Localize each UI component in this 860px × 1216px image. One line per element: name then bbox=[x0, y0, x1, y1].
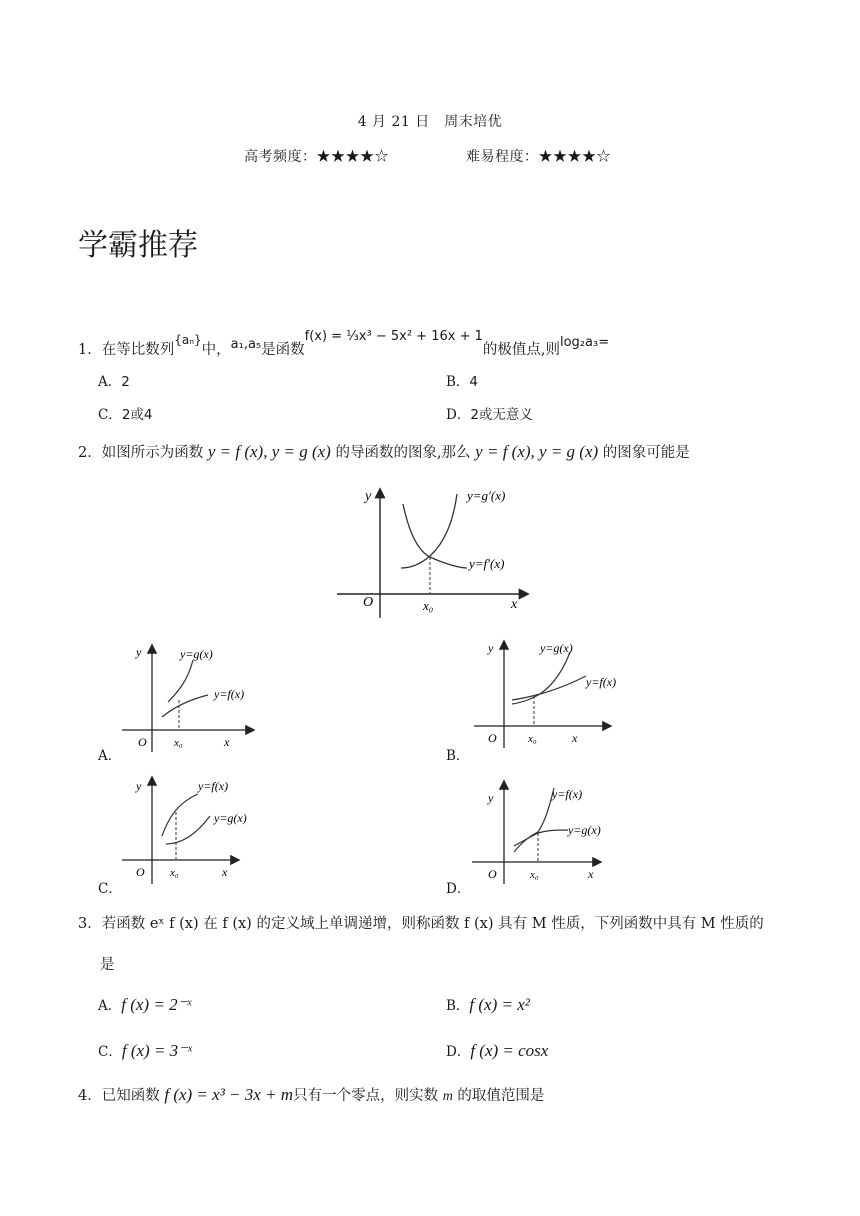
x-axis-label: x bbox=[511, 597, 518, 612]
option-a-graph bbox=[118, 640, 268, 755]
f-label: y=f(x) bbox=[214, 687, 245, 701]
axis-x: x bbox=[572, 731, 578, 745]
axis-x: x bbox=[224, 735, 230, 749]
q1-text-a: 在等比数列 bbox=[101, 342, 175, 358]
q3-option-a: A．f (x) = 2⁻ˣ bbox=[98, 995, 192, 1014]
option-d-graph bbox=[470, 776, 630, 886]
q1-sequence: {aₙ} bbox=[174, 333, 202, 347]
q2-option-a-label: A． bbox=[98, 748, 122, 764]
y-axis-label: y bbox=[365, 489, 372, 504]
x0-label: x₀ bbox=[423, 598, 434, 613]
question-number: 3． bbox=[78, 916, 102, 932]
axis-o: O bbox=[488, 731, 497, 745]
q1-text-c: 是函数 bbox=[261, 342, 305, 358]
q1-expression: log₂a₃= bbox=[559, 335, 610, 350]
g-prime-label: y=g′(x) bbox=[467, 488, 506, 503]
q1-option-c: C．2或4 bbox=[98, 407, 153, 423]
frequency-rating: 高考频度：★★★★☆ bbox=[244, 149, 389, 165]
q1-terms: a₁,a₅ bbox=[230, 337, 262, 352]
question-number: 1． bbox=[78, 342, 102, 358]
q4-text-c: 的取值范围是 bbox=[457, 1088, 545, 1104]
axis-x0: x₀ bbox=[170, 867, 179, 879]
question-4 bbox=[78, 1085, 544, 1107]
q4-text-a: 已知函数 bbox=[101, 1088, 160, 1104]
q2-text-a: 如图所示为函数 bbox=[101, 445, 204, 461]
question-2 bbox=[78, 442, 690, 463]
q3-option-c: C．f (x) = 3⁻ˣ bbox=[98, 1041, 192, 1060]
q2-option-c-label: C． bbox=[98, 881, 122, 897]
g-label: y=g(x) bbox=[540, 641, 573, 655]
g-label: y=g(x) bbox=[180, 647, 213, 661]
axis-y: y bbox=[488, 791, 494, 805]
q2-option-d-label: D． bbox=[446, 881, 471, 897]
g-label: y=g(x) bbox=[214, 811, 247, 825]
q2-text-c: 的图象可能是 bbox=[602, 445, 690, 461]
origin-label: O bbox=[363, 595, 374, 610]
axis-x: x bbox=[222, 865, 228, 879]
q2-option-b-label: B． bbox=[446, 748, 470, 764]
q3-line-1: 若函数 eˣ f (x) 在 f (x) 的定义域上单调递增，则称函数 f (x) 具有 M 性质，下列函数中具有 M 性质的 bbox=[101, 916, 764, 932]
q4-variable: m bbox=[442, 1089, 453, 1104]
axis-y: y bbox=[488, 641, 494, 655]
question-number: 2． bbox=[78, 445, 102, 461]
question-1 bbox=[78, 326, 609, 360]
q2-functions-2: y = f (x), y = g (x) bbox=[475, 442, 599, 461]
q4-text-b: 只有一个零点，则实数 bbox=[293, 1088, 439, 1104]
question-number: 4． bbox=[78, 1088, 102, 1104]
q1-text-d: 的极值点,则 bbox=[482, 342, 560, 358]
q1-option-b: B．4 bbox=[446, 374, 479, 390]
difficulty-rating: 难易程度：★★★★☆ bbox=[466, 149, 611, 165]
g-label: y=g(x) bbox=[568, 823, 601, 837]
section-title: 学霸推荐 bbox=[78, 228, 198, 263]
q1-option-d: D．2或无意义 bbox=[446, 407, 533, 423]
f-label: y=f(x) bbox=[198, 779, 229, 793]
f-prime-label: y=f′(x) bbox=[469, 556, 505, 571]
axis-x0: x₀ bbox=[174, 737, 183, 749]
f-label: y=f(x) bbox=[586, 675, 617, 689]
option-b-graph bbox=[470, 636, 630, 751]
q2-functions-1: y = f (x), y = g (x) bbox=[207, 442, 331, 461]
axis-o: O bbox=[488, 867, 497, 881]
q1-option-a: A．2 bbox=[98, 374, 130, 390]
axis-x: x bbox=[588, 867, 594, 881]
q4-function: f (x) = x³ − 3x + m bbox=[164, 1085, 294, 1104]
q3-option-b: B．f (x) = x² bbox=[446, 995, 530, 1014]
question-3 bbox=[78, 914, 764, 934]
axis-x0: x₀ bbox=[530, 869, 539, 881]
q2-text-b: 的导函数的图象,那么 bbox=[335, 445, 471, 461]
axis-y: y bbox=[136, 645, 142, 659]
axis-x0: x₀ bbox=[528, 733, 537, 745]
derivative-graph bbox=[335, 482, 535, 622]
option-c-graph bbox=[118, 772, 278, 887]
axis-o: O bbox=[138, 735, 147, 749]
q1-function: f(x) = ⅓x³ − 5x² + 16x + 1 bbox=[304, 329, 483, 344]
q1-text-b: 中， bbox=[201, 342, 231, 358]
q3-option-d: D．f (x) = cosx bbox=[446, 1041, 549, 1060]
date-line: 4 月 21 日 周末培优 bbox=[357, 114, 503, 130]
f-label: y=f(x) bbox=[552, 787, 583, 801]
axis-y: y bbox=[136, 779, 142, 793]
axis-o: O bbox=[136, 865, 145, 879]
q3-line-2: 是 bbox=[100, 957, 115, 973]
